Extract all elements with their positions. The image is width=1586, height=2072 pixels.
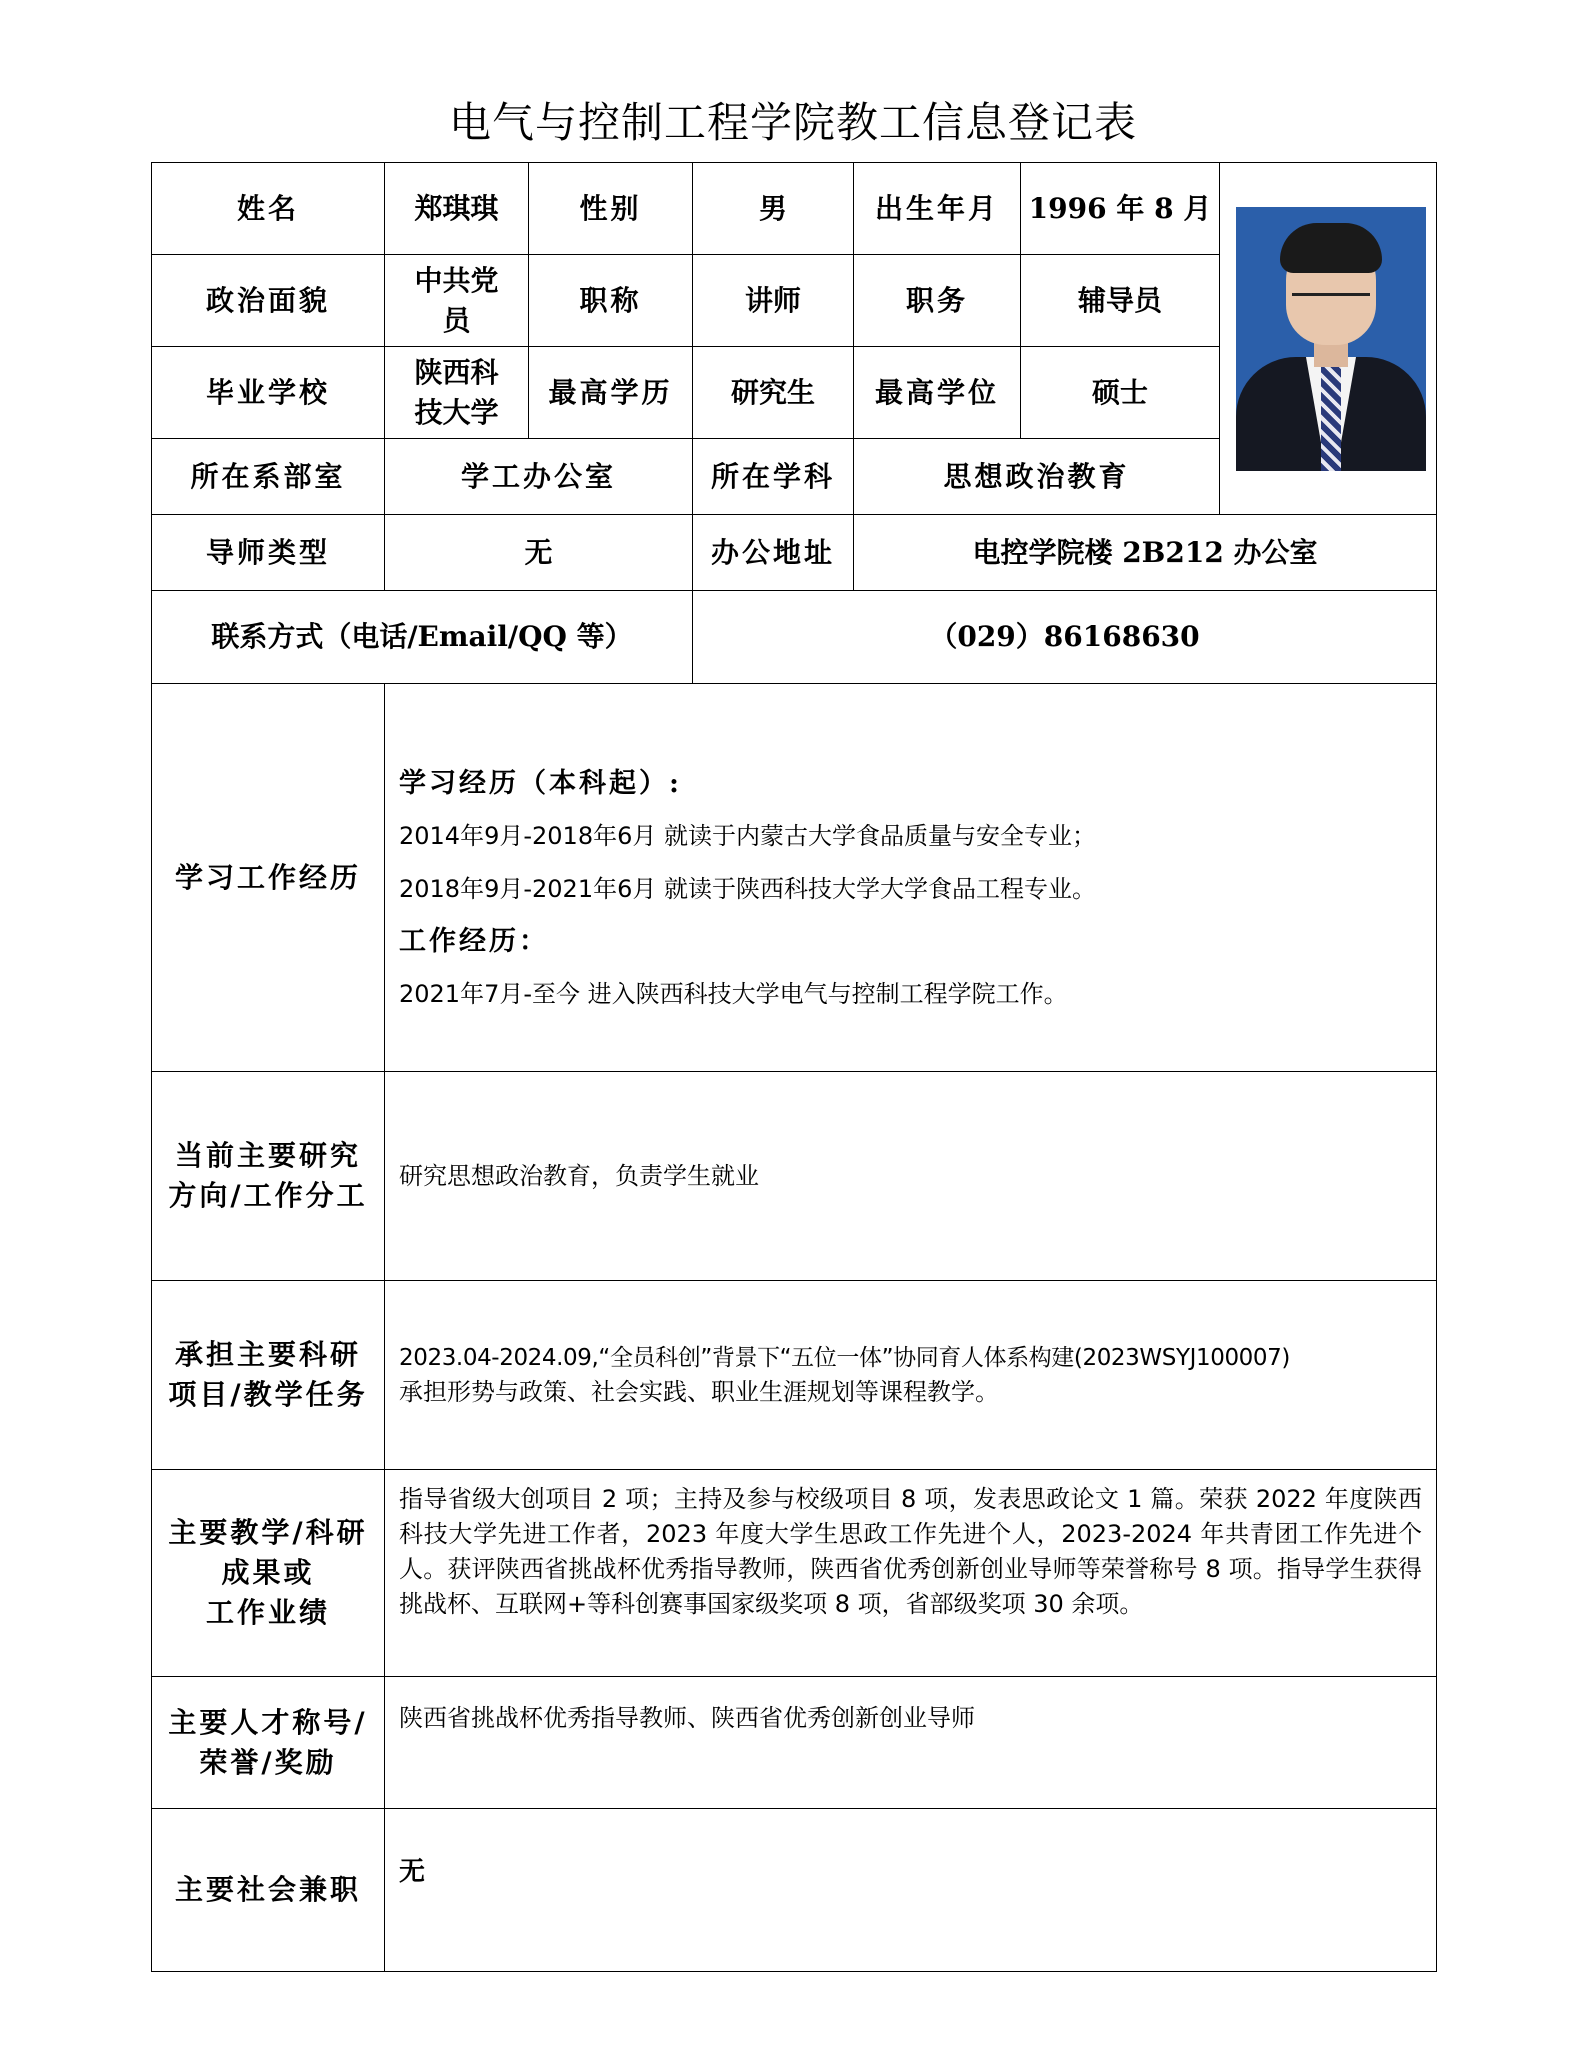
honors-content: 陕西省挑战杯优秀指导教师、陕西省优秀创新创业导师 (385, 1677, 1437, 1809)
education-label: 最高学历 (529, 347, 693, 439)
school-label: 毕业学校 (152, 347, 385, 439)
research-content: 研究思想政治教育，负责学生就业 (385, 1072, 1437, 1281)
research-label: 当前主要研究 方向/工作分工 (152, 1072, 385, 1281)
page-title: 电气与控制工程学院教工信息登记表 (448, 98, 1137, 147)
contact-value: （029）86168630 (693, 591, 1437, 684)
gender-value: 男 (693, 163, 854, 255)
name-value: 郑琪琪 (385, 163, 529, 255)
honors-label: 主要人才称号/ 荣誉/奖励 (152, 1677, 385, 1809)
department-label: 所在系部室 (152, 439, 385, 515)
position-label: 职务 (854, 255, 1021, 347)
education-value: 研究生 (693, 347, 854, 439)
study-heading: 学习经历（本科起）: (399, 768, 682, 799)
teaching-line: 承担形势与政策、社会实践、职业生涯规划等课程教学。 (399, 1378, 999, 1406)
achievements-content: 指导省级大创项目 2 项；主持及参与校级项目 8 项，发表思政论文 1 篇。荣获 2022 年度陕西科技大学先进工作者，2023 年度大学生思政工作先进个人，2023-2024 年共青团工作先进个人。获评陕西省挑战杯优秀指导教师，陕西省优秀创新创业导师等荣誉称号 8 项。指导学生获得挑战杯、互联网+等科创赛事国家级奖项 8 项，省部级奖项 30 余项。 (385, 1470, 1437, 1677)
social-label: 主要社会兼职 (152, 1809, 385, 1972)
contact-label: 联系方式（电话/Email/QQ 等） (152, 591, 693, 684)
discipline-label: 所在学科 (693, 439, 854, 515)
politics-label: 政治面貌 (152, 255, 385, 347)
title-value: 讲师 (693, 255, 854, 347)
birth-label: 出生年月 (854, 163, 1021, 255)
project-line: 2023.04-2024.09,“全员科创”背景下“五位一体”协同育人体系构建(2023WSYJ100007) (399, 1345, 1290, 1371)
social-value: 无 (399, 1857, 426, 1887)
projects-label: 承担主要科研 项目/教学任务 (152, 1281, 385, 1470)
portrait-photo-icon (1236, 207, 1426, 471)
achievements-label: 主要教学/科研 成果或 工作业绩 (152, 1470, 385, 1677)
registration-form (151, 162, 1437, 1972)
position-value: 辅导员 (1021, 255, 1220, 347)
work-heading: 工作经历： (399, 926, 549, 957)
discipline-value: 思想政治教育 (854, 439, 1220, 515)
study-item: 2014年9月-2018年6月 就读于内蒙古大学食品质量与安全专业； (399, 822, 1096, 850)
photo-cell (1220, 163, 1437, 515)
work-item: 2021年7月-至今 进入陕西科技大学电气与控制工程学院工作。 (399, 980, 1068, 1008)
experience-content (385, 684, 1437, 1072)
name-label: 姓名 (152, 163, 385, 255)
projects-content (385, 1281, 1437, 1470)
gender-label: 性别 (529, 163, 693, 255)
degree-label: 最高学位 (854, 347, 1021, 439)
tutor-value: 无 (385, 515, 693, 591)
tutor-label: 导师类型 (152, 515, 385, 591)
degree-value: 硕士 (1021, 347, 1220, 439)
study-item: 2018年9月-2021年6月 就读于陕西科技大学大学食品工程专业。 (399, 875, 1096, 903)
office-label: 办公地址 (693, 515, 854, 591)
department-value: 学工办公室 (385, 439, 693, 515)
birth-value: 1996 年 8 月 (1021, 163, 1220, 255)
social-content (385, 1809, 1437, 1972)
title-label: 职称 (529, 255, 693, 347)
office-value: 电控学院楼 2B212 办公室 (854, 515, 1437, 591)
politics-value: 中共党 员 (385, 255, 529, 347)
school-value: 陕西科 技大学 (385, 347, 529, 439)
experience-label: 学习工作经历 (152, 684, 385, 1072)
